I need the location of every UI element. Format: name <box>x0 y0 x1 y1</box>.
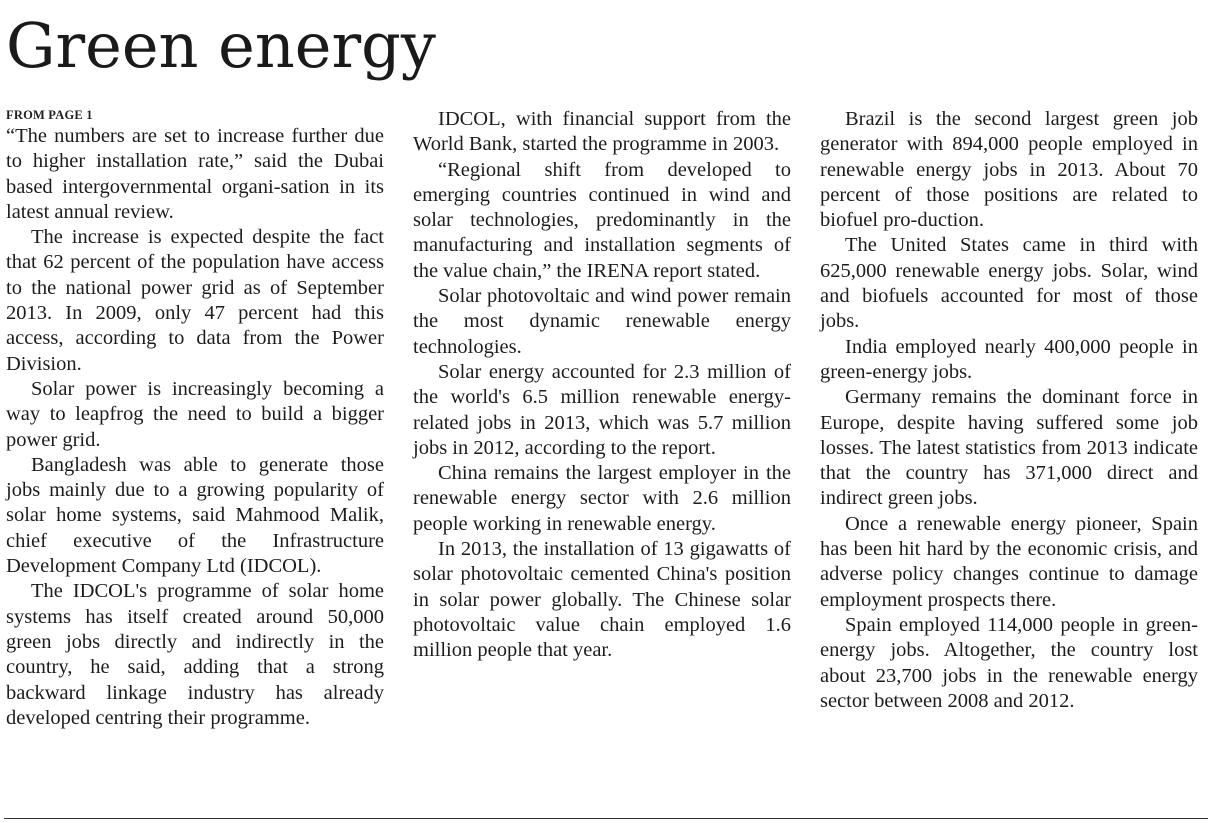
paragraph: IDCOL, with financial support from the World Bank, started the programme in 2003. <box>413 108 791 156</box>
paragraph: Once a renewable energy pioneer, Spain has been hit hard by the economic crisis, and adverse policy changes continue to damage employment prospects there. <box>820 512 1198 611</box>
paragraph: Brazil is the second largest green job generator with 894,000 people employed in renewable energy jobs in 2013. About 70 percent of those positions are related to biofuel pro-duction. <box>820 108 1198 232</box>
paragraph: Solar energy accounted for 2.3 million of the world's 6.5 million renewable energy-related jobs in 2013, which was 5.7 million jobs in 2012, according to the report. <box>413 360 791 459</box>
paragraph: Solar photovoltaic and wind power remain the most dynamic renewable energy technologies. <box>413 285 791 358</box>
headline: Green energy <box>6 9 436 82</box>
paragraph: The IDCOL's programme of solar home systems has itself created around 50,000 green jobs directly and indirectly in the country, he said, adding that a strong backward linkage industry has already developed centring their programme. <box>6 580 384 729</box>
bottom-rule <box>4 818 1208 819</box>
paragraph: Bangladesh was able to generate those jobs mainly due to a growing popularity of solar home systems, said Mahmood Malik, chief executive of the Infrastructure Development Company Ltd (IDCOL). <box>6 453 384 578</box>
paragraph: “Regional shift from developed to emerging countries continued in wind and solar technologies, predominantly in the manufacturing and installation segments of the value chain,” the IRENA report stated. <box>413 158 791 282</box>
paragraph: “The numbers are set to increase further due to higher installation rate,” said the Dubai based intergovernmental organi-sation in its latest annual review. <box>6 125 384 223</box>
paragraph: China remains the largest employer in the renewable energy sector with 2.6 million people working in renewable energy. <box>413 462 791 535</box>
paragraph: Spain employed 114,000 people in green-energy jobs. Altogether, the country lost about 23,700 jobs in the renewable energy sector between 2008 and 2012. <box>820 613 1198 712</box>
paragraph: Germany remains the dominant force in Europe, despite having suffered some job losses. The latest statistics from 2013 indicate that the country has 371,000 direct and indirect green jobs. <box>820 386 1198 510</box>
paragraph: In 2013, the installation of 13 gigawatts of solar photovoltaic cemented China's position in solar power globally. The Chinese solar photovoltaic value chain employed 1.6 million people that year. <box>413 538 791 662</box>
paragraph: The increase is expected despite the fact that 62 percent of the population have access to the national power grid as of September 2013. In 2009, only 47 percent had this access, according to data from the Power Division. <box>6 226 384 375</box>
article-column-3 <box>820 107 1198 714</box>
paragraph: Solar power is increasingly becoming a way to leapfrog the need to build a bigger power grid. <box>6 377 384 451</box>
article-column-1 <box>6 106 384 731</box>
paragraph: India employed nearly 400,000 people in green-energy jobs. <box>820 335 1198 383</box>
paragraph: The United States came in third with 625,000 renewable energy jobs. Solar, wind and biofuels accounted for most of those jobs. <box>820 234 1198 333</box>
article-column-2 <box>413 107 791 664</box>
kicker-label: FROM PAGE 1 <box>6 108 93 122</box>
